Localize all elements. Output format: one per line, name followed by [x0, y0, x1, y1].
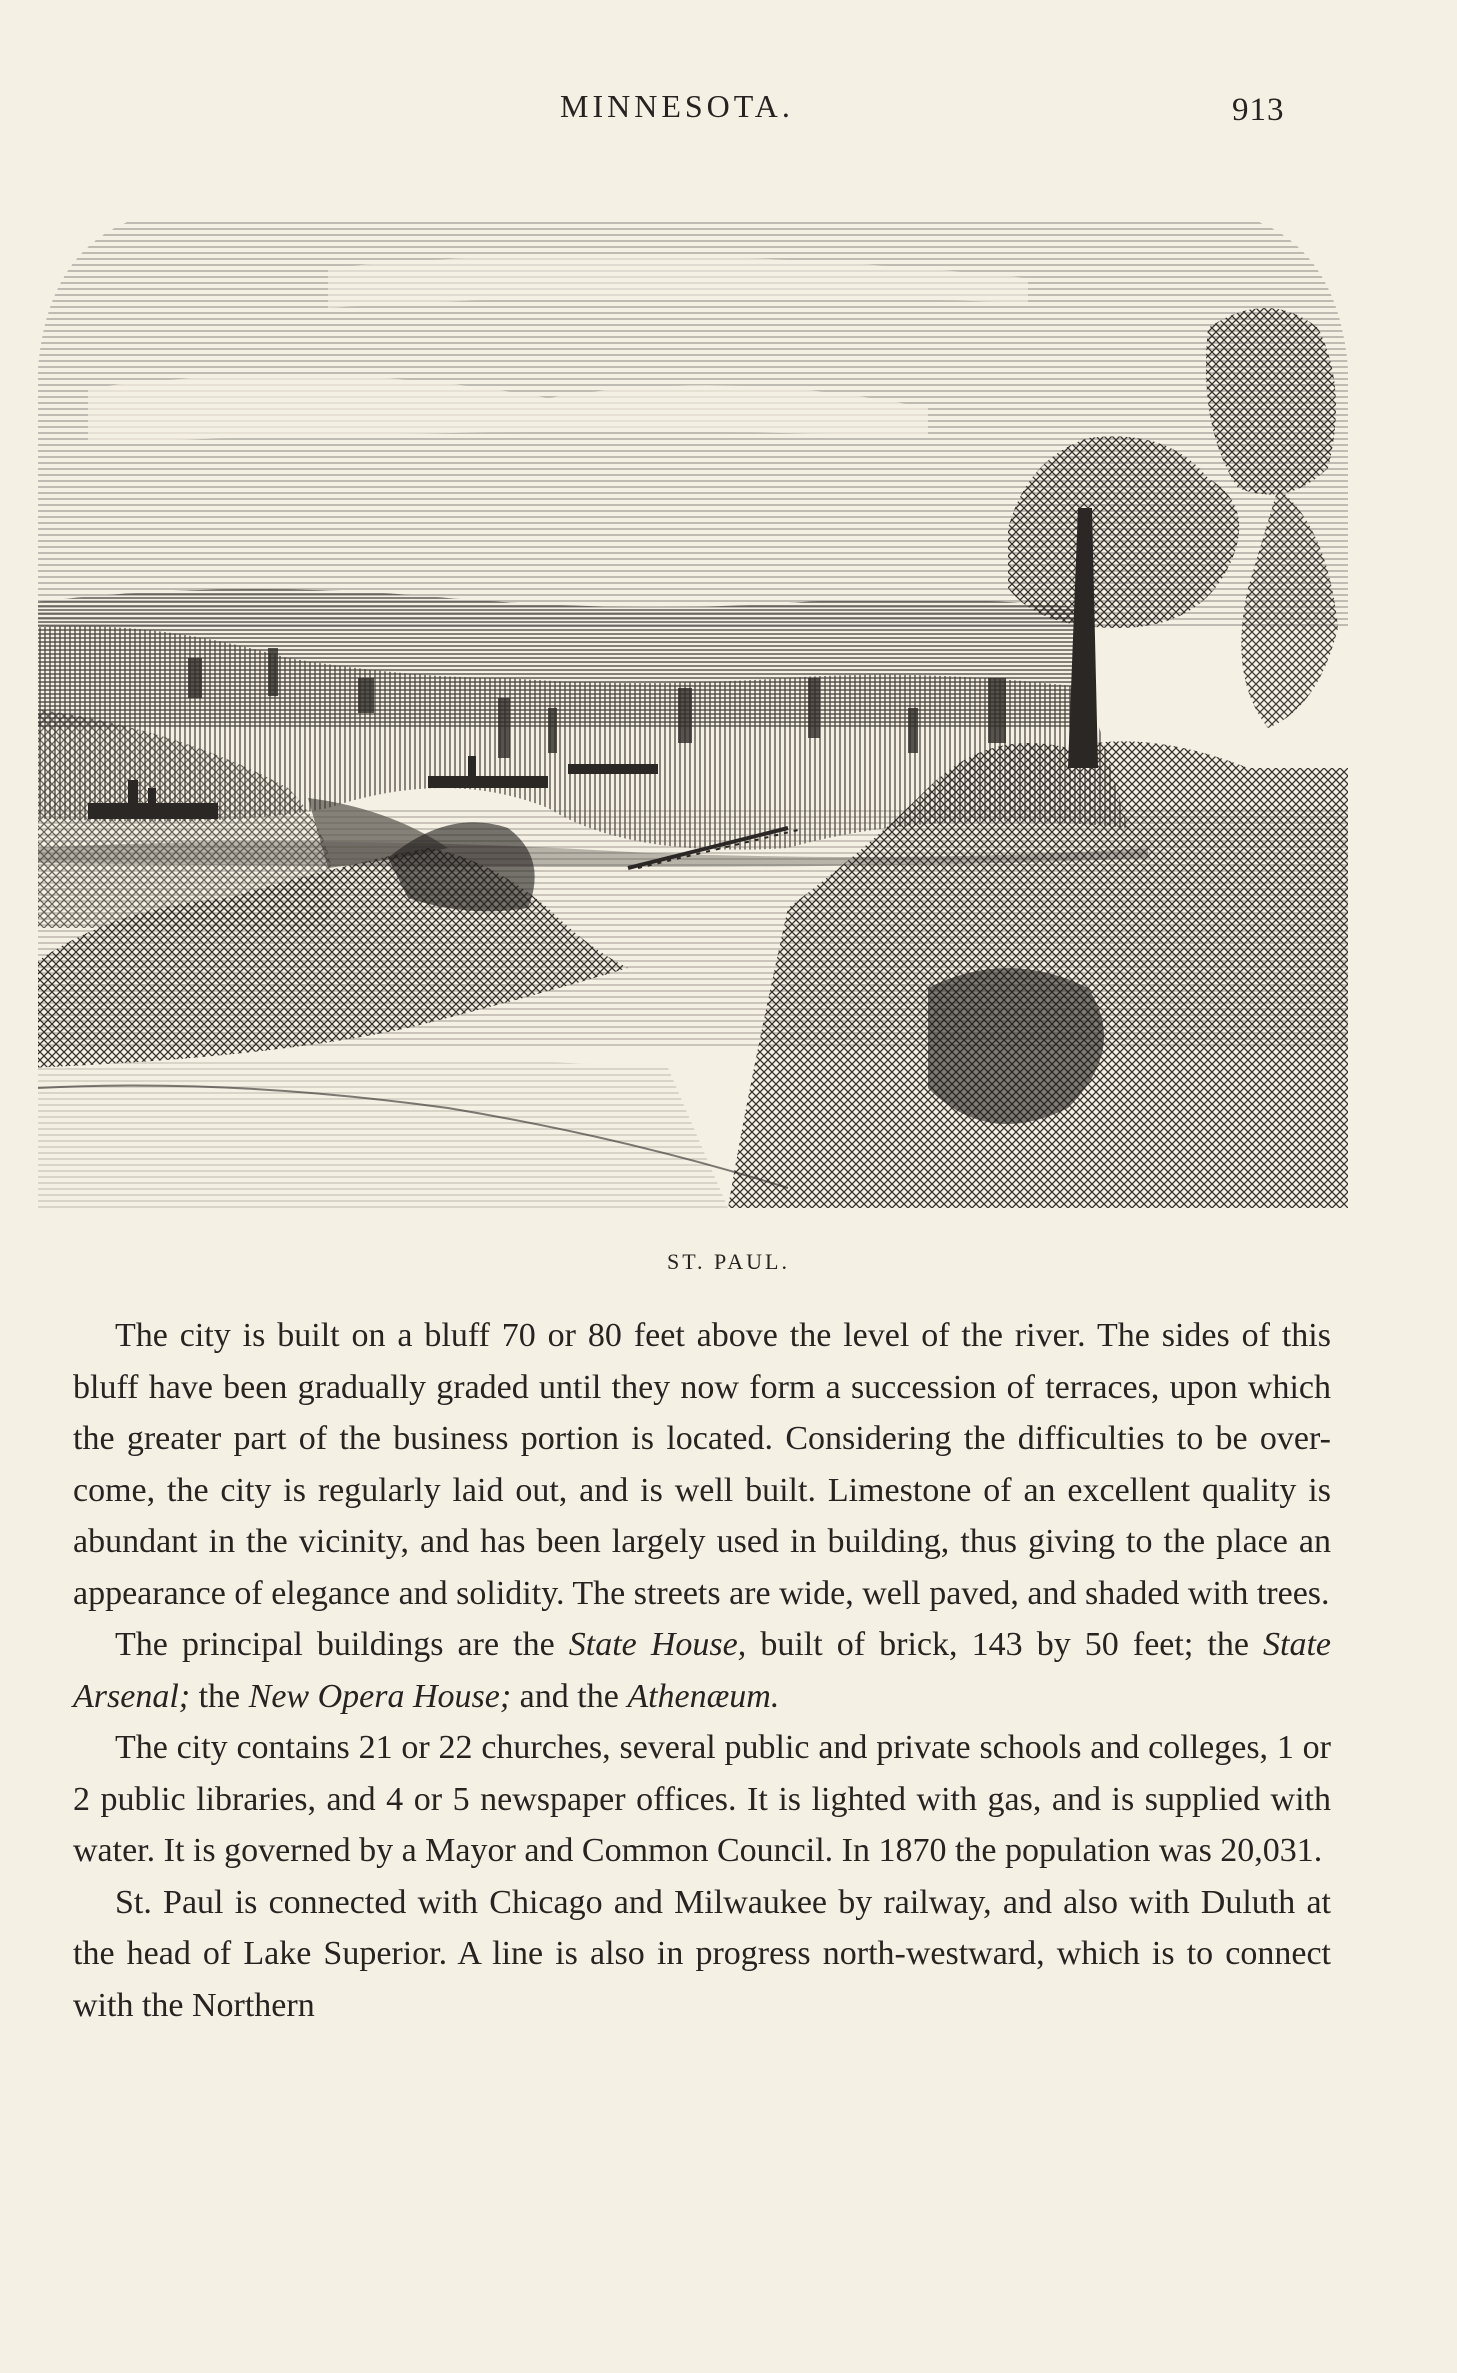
paragraph-3: The city contains 21 or 22 churches, several public and private schools and colleges, 1 or 2 public libraries, and 4 or 5 newspaper offices. It is lighted with gas, and is supplied with water. It is governed by a Mayor and Common Council. In 1870 the population was 20,031. — [73, 1729, 1331, 1869]
paragraph-2-text-a: The principal buildings are the — [115, 1626, 569, 1663]
opera-house-name: New Opera House; — [248, 1677, 512, 1715]
paragraph-2-text-d: and the — [511, 1677, 628, 1715]
illustration-caption: ST. PAUL. — [667, 1249, 790, 1274]
running-title: MINNESOTA. — [560, 88, 794, 124]
paragraph-2-text-c: the — [190, 1677, 249, 1715]
paragraph-2-text-b: built of brick, 143 by 50 feet; the — [746, 1626, 1264, 1663]
paragraph-4: St. Paul is connected with Chicago and Milwaukee by railway, and also with Duluth at the head of Lake Superior. A line is also in progress north-westward, which is to connect with the Northern — [73, 1883, 1331, 2024]
paragraph-1: The city is built on a bluff 70 or 80 feet above the level of the river. The sides of this bluff have been gradually graded until they now form a succession of terraces, upon which the greater part of the business portion is located. Considering the difficulties to be over-come, the city is regularly laid out, and is well built. Limestone of an excellent quality is abundant in the vicinity, and has been largely used in building, thus giving to the place an appearance of elegance and solidity. The streets are wide, well paved, and shaded with trees. — [73, 1317, 1331, 1612]
athenaeum-name: Athenæum. — [627, 1677, 780, 1715]
page-number: 913 — [1232, 92, 1285, 128]
paragraph-2 — [73, 1619, 1331, 1722]
running-head — [0, 88, 1457, 138]
state-house-name: State House, — [568, 1626, 747, 1663]
body-text — [73, 1310, 1331, 2031]
st-paul-engraving — [28, 208, 1358, 1218]
state-arsenal-name: State Arsenal; — [73, 1626, 1331, 1715]
